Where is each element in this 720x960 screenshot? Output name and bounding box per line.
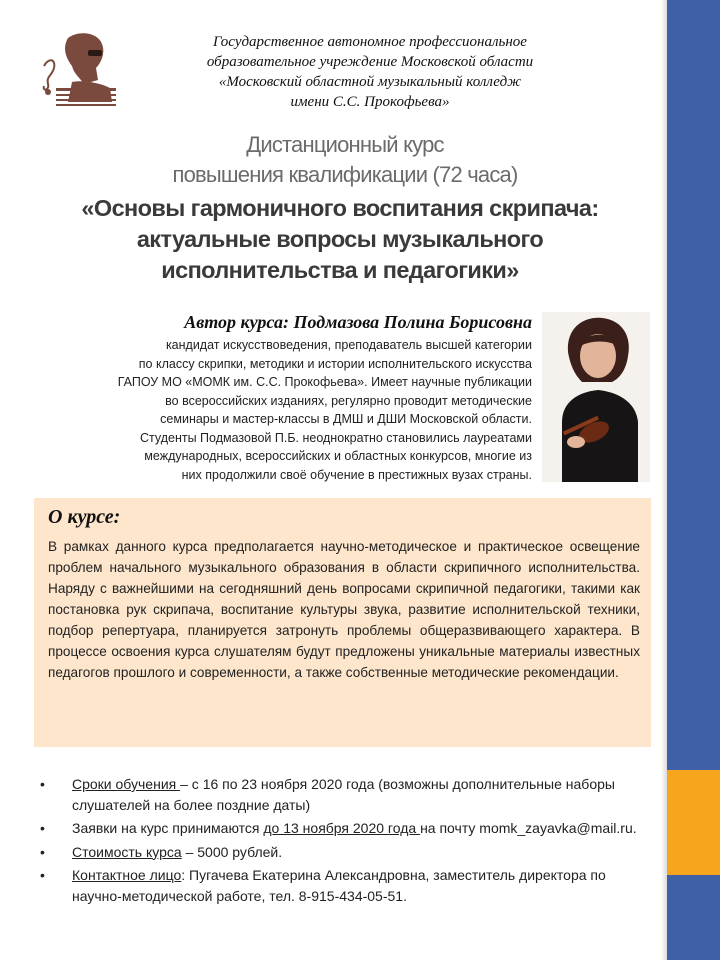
list-item-cost	[40, 842, 640, 863]
author-bio-line: по классу скрипки, методики и истории исполнительского искусства	[138, 356, 532, 371]
institution-name	[140, 32, 600, 112]
author-bio-line: них продолжили своё обучение в престижных вузах страны.	[181, 467, 532, 482]
institution-line: «Московский областной музыкальный колледж	[218, 74, 522, 90]
institution-line: образовательное учреждение Московской области	[206, 54, 534, 70]
college-logo	[38, 28, 134, 114]
course-title-line: «Основы гармоничного воспитания скрипача:	[81, 195, 599, 221]
author-bio-line: Студенты Подмазовой П.Б. неоднократно становились лауреатами	[140, 430, 532, 445]
course-title-line: актуальные вопросы музыкального	[136, 226, 544, 252]
sidebar-accent-block	[667, 770, 720, 875]
author-bio-line: во всероссийских изданиях, регулярно проводит методические	[165, 393, 532, 408]
contact-text: : Пугачева Екатерина Александровна, заместитель директора по научно-методической работе, тел. 8-915-434-05-51.	[72, 867, 606, 904]
course-title-line: исполнительства и педагогики»	[161, 257, 519, 283]
apply-deadline: до 13 ноября 2020 года	[263, 820, 421, 836]
author-bio	[30, 336, 532, 484]
about-text: В рамках данного курса предполагается научно-методическое и практическое освещение проблем начального музыкального образования в области скрипичного исполнительства. Наряду с важнейшими на сегодняшний день вопросами скрипичной педагогики, такими как постановка рук скрипача, воспитание культуры звука, развитие исполнительской техники, подбор репертуара, планируется затронуть проблемы общеразвивающего характера. В процессе освоения курса слушателям будут предложены уникальные материалы известных педагогов прошлого и современности, а также собственные методические рекомендации.	[48, 539, 640, 680]
author-bio-line: семинары и мастер-классы в ДМШ и ДШИ Московской области.	[160, 412, 532, 426]
institution-line: Государственное автономное профессиональное	[213, 34, 527, 50]
course-type	[60, 130, 630, 190]
about-panel	[34, 498, 651, 747]
course-hours-line: повышения квалификации (72 часа)	[172, 162, 518, 187]
list-item-contact	[40, 865, 640, 906]
page-edge-shadow	[661, 0, 667, 960]
course-title	[40, 193, 640, 286]
author-photo	[542, 312, 650, 482]
list-item-apply	[40, 818, 640, 839]
list-item-dates	[40, 774, 640, 815]
about-title: О курсе:	[48, 506, 121, 528]
author-name: Автор курса: Подмазова Полина Борисовна	[184, 312, 532, 332]
institution-line: имени С.С. Прокофьева»	[290, 94, 450, 110]
course-type-line: Дистанционный курс	[246, 132, 444, 157]
cost-label: Стоимость курса	[72, 843, 182, 860]
contact-label: Контактное лицо	[72, 867, 182, 883]
cost-text: – 5000 рублей.	[181, 843, 283, 860]
dates-label: Сроки обучения	[72, 776, 181, 792]
dates-text: – с 16 по 23 ноября 2020 года (возможны дополнительные наборы слушателей на более поздние даты)	[72, 776, 615, 813]
apply-email[interactable]: на почту momk_zayavka@mail.ru.	[420, 820, 637, 836]
apply-text: Заявки на курс принимаются	[72, 820, 264, 836]
info-list	[40, 774, 640, 909]
author-bio-line: кандидат искусствоведения, преподаватель высшей категории	[165, 338, 532, 352]
author-bio-line: международных, всероссийских и областных конкурсов, многие из	[144, 449, 532, 463]
author-bio-line: ГАПОУ МО «МОМК им. С.С. Прокофьева». Имеет научные публикации	[117, 375, 532, 389]
